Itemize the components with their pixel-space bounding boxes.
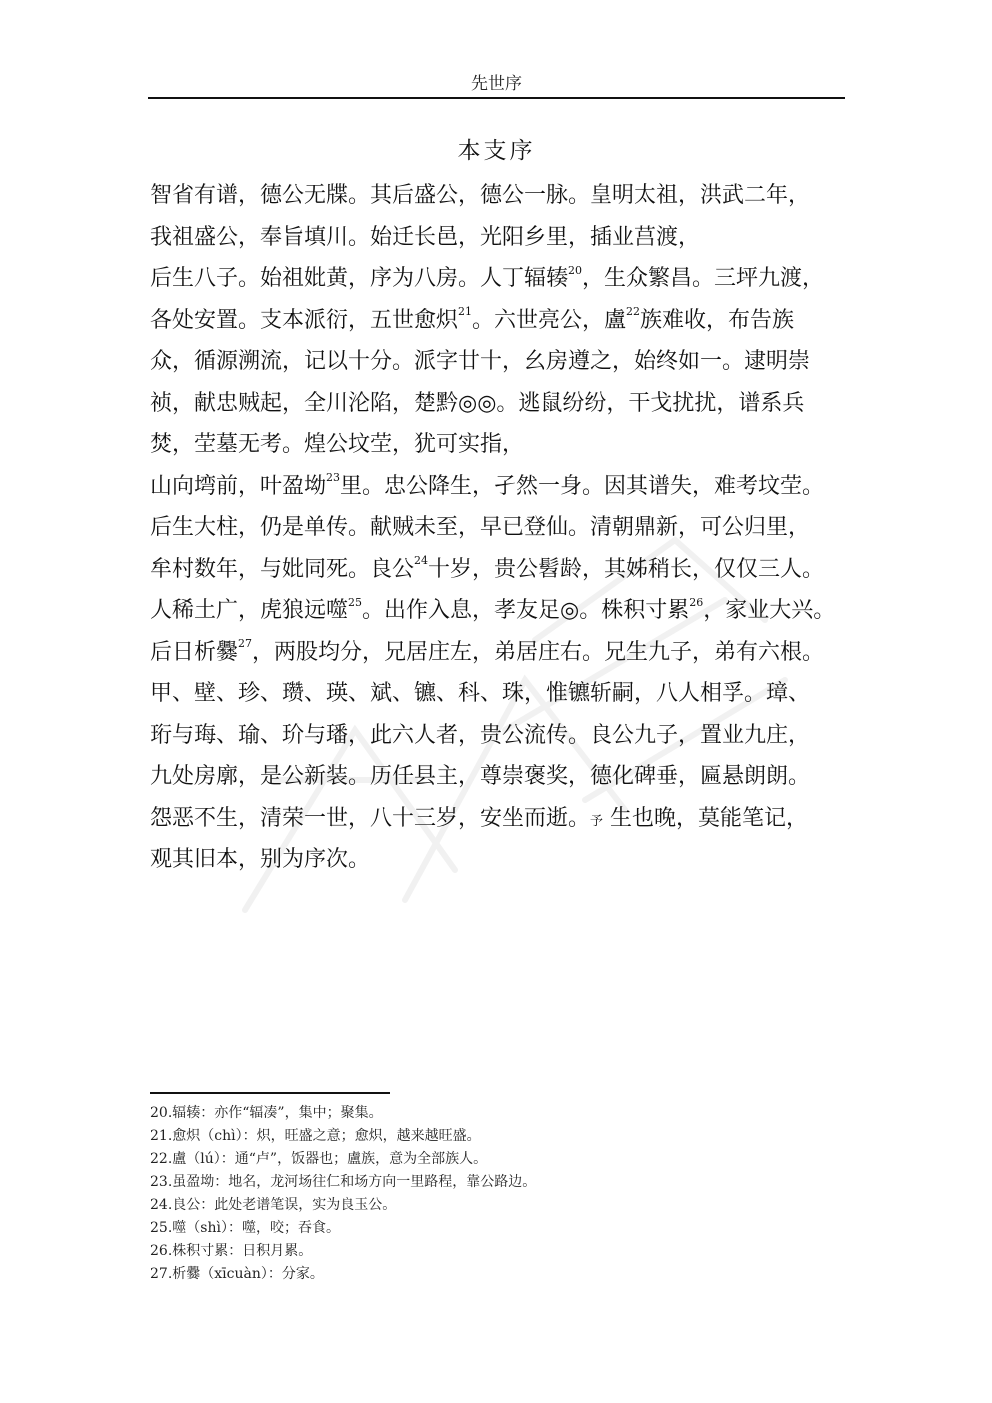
body-line [150, 383, 850, 425]
footnote: 23.虽盈坳：地名，龙河场往仁和场方向一里路程，靠公路边。 [150, 1174, 537, 1190]
body-text-segment: 珩与珻、瑜、玠与璠，此六人者，贵公流传。良公九子，置业九庄， [150, 722, 811, 748]
footnote-ref: 22 [626, 305, 641, 319]
body-line [150, 673, 850, 715]
body-text-segment: 族难收，布告族 [640, 307, 795, 333]
body-text-segment: 后生大柱，仍是单传。献贼未至，早已登仙。清朝鼎新，可公归里， [150, 515, 811, 540]
body-text-segment: 生也晚，莫能笔记， [603, 805, 809, 831]
body-text-segment: 山向塆前，叶盈坳 [150, 473, 327, 499]
body-text-segment: 我祖盛公，奉旨填川。始迁长邑，光阳乡里，插业莒渡， [150, 224, 701, 250]
body-line [150, 756, 850, 798]
body-line [150, 258, 850, 300]
footnote-ref: 24 [414, 554, 429, 568]
body-line [150, 590, 850, 632]
header-rule [148, 97, 845, 99]
body-text-segment: ，两股均分，兄居庄左，弟居庄右。兄生九子，弟有六根。 [252, 639, 825, 665]
body-line [150, 839, 850, 881]
body-text-segment: 怨恶不生，清荣一世，八十三岁，安坐而逝。 [150, 805, 591, 831]
footnotes [150, 1102, 840, 1286]
footnote-ref: 26 [689, 595, 704, 609]
body-text-segment: ，家业大兴。 [703, 598, 836, 623]
footnote: 24.良公：此处老谱笔误，实为良玉公。 [150, 1197, 397, 1213]
body-line [150, 632, 850, 674]
body-text-segment: 众，循源溯流，记以十分。派字廿十，幺房遵之，始终如一。逮明崇 [150, 349, 811, 374]
body-line [150, 466, 850, 508]
small-glyph: 予 [590, 813, 604, 829]
footnote-rule [150, 1092, 390, 1094]
footnote: 20.辐辏：亦作“辐凑”，集中；聚集。 [150, 1105, 383, 1121]
body-line [150, 424, 850, 466]
body-text-segment: 牟村数年，与妣同死。良公 [150, 556, 415, 582]
body-text-segment: 后生八子。始祖妣黄，序为八房。人丁辐辏 [150, 266, 569, 291]
body-text-segment: 十岁，贵公髫龄，其姊稍长，仅仅三人。 [428, 556, 825, 582]
body-text-segment: 各处安置。支本派衍，五世愈炽 [150, 307, 459, 333]
body-line [150, 549, 850, 591]
body-line [150, 341, 850, 383]
footnote: 21.愈炽（chì）：炽，旺盛之意；愈炽，越来越旺盛。 [150, 1128, 481, 1144]
body-text-segment: 焚，茔墓无考。煌公坟茔，犹可实指， [150, 432, 525, 457]
body-text-segment: 。六世亮公，盧 [472, 307, 627, 333]
body-line [150, 300, 850, 342]
body-text-segment: 里。忠公降生，孑然一身。因其谱失，难考坟茔。 [340, 473, 825, 499]
footnote: 22.盧（lú）：通“卢”，饭器也；盧族，意为全部族人。 [150, 1151, 488, 1167]
body-line [150, 715, 850, 757]
footnote-ref: 21 [458, 305, 473, 319]
footnote: 25.噬（shì）：噬，咬；吞食。 [150, 1220, 340, 1236]
body-text-segment: 。出作入息，孝友足◎。株积寸累 [362, 598, 690, 623]
footnote-ref: 27 [238, 637, 253, 651]
body-line [150, 507, 850, 549]
footnote: 27.析爨（xīcuàn）：分家。 [150, 1266, 324, 1282]
body-text-segment: 甲、壁、珍、瓒、瑛、斌、镳、科、珠，惟镳斩嗣，八人相孚。璋、 [150, 681, 811, 706]
running-header: 先世序 [471, 74, 522, 94]
section-title: 本支序 [457, 138, 536, 164]
body-line [150, 175, 850, 217]
footnote-ref: 23 [326, 471, 341, 485]
body-text [150, 175, 850, 881]
body-line [150, 217, 850, 259]
body-text-segment: 人稀土广，虎狼远噬 [150, 598, 349, 623]
body-text-segment: 祯，献忠贼起，全川沦陷，楚黔◎◎。逃鼠纷纷，干戈扰扰，谱系兵 [150, 390, 805, 416]
body-text-segment: 智省有谱，德公无牒。其后盛公，德公一脉。皇明太祖，洪武二年， [150, 183, 811, 208]
body-text-segment: 九处房廓，是公新装。历任县主，尊崇褒奖，德化碑垂，匾悬朗朗。 [150, 764, 811, 789]
footnote-ref: 20 [568, 263, 583, 277]
body-text-segment: 后日析爨 [150, 639, 239, 665]
body-line [150, 798, 850, 840]
footnote-ref: 25 [348, 595, 363, 609]
body-text-segment: 观其旧本，别为序次。 [150, 847, 371, 872]
body-text-segment: ，生众繁昌。三坪九渡， [582, 266, 825, 291]
footnote: 26.株积寸累：日积月累。 [150, 1243, 313, 1259]
